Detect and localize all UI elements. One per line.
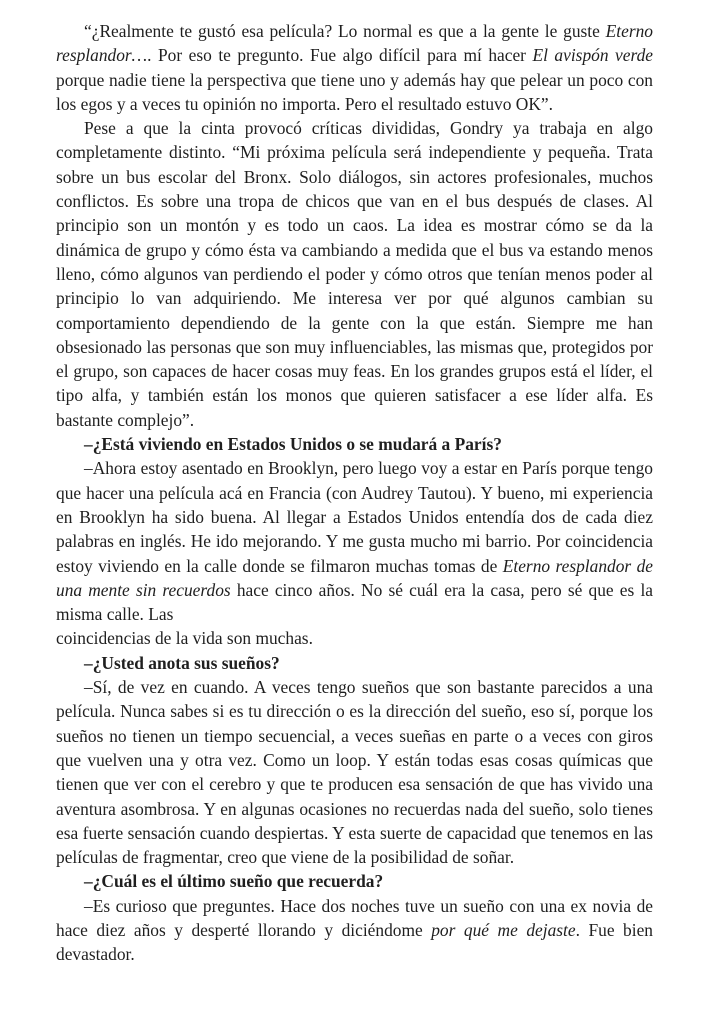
interview-answer-living-continuation (56, 626, 653, 650)
text-segment-normal: “¿Realmente te gustó esa película? Lo normal es que a la gente le guste (84, 21, 606, 41)
interview-question-dreams (56, 651, 653, 675)
text-segment-normal: . Por eso te pregunto. Fue algo difícil para mí hacer (147, 45, 533, 66)
text-segment-normal: . Fue bien devastador. (56, 919, 653, 965)
interview-answer-dreams (56, 675, 653, 869)
text-segment-italic: Eterno resplandor… (56, 21, 653, 66)
interview-answer-last-dream (56, 894, 653, 967)
text-segment-normal: –Es curioso que preguntes. Hace dos noches tuve un sueño con una ex novia de hace diez años y desperté llorando y diciéndome (56, 895, 653, 940)
text-segment-italic: por qué me dejaste (431, 919, 576, 940)
text-segment-normal: Pese a que la cinta provocó críticas divididas, Gondry ya trabaja en algo completamente distinto. “Mi próxima película será independiente y pequeña. Trata sobre un bus escolar del Bronx. Solo diálogos, sin actores profesionales, muchos conflictos. Es sobre una tropa de chicos que van en el bus después de clases. Al principio son un montón y es todo un caos. La idea es mostrar cómo se da la dinámica de grupo y cómo ésta va cambiando a medida que el bus va estando menos lleno, cómo algunos van perdiendo el poder y cómo otros que tenían menos poder al principio lo van adquiriendo. Me interesa ver por qué algunos cambian su comportamiento dependiendo de la gente con la que están. Siempre me han obsesionado las personas que son muy influenciables, las mismas que, protegidos por el grupo, son capaces de hacer cosas muy feas. En los grandes grupos está el líder, el tipo alfa, y también están los monos que quieren satisfacer a ese líder alfa. Es bastante complejo”. (56, 118, 653, 430)
text-segment-italic: Eterno resplandor de una mente sin recuerdos (56, 555, 653, 600)
text-segment-italic: El avispón verde (532, 45, 653, 66)
text-segment-normal: –Sí, de vez en cuando. A veces tengo sueños que son bastante parecidos a una película. Nunca sabes si es tu dirección o es la dirección del sueño, eso sí, porque los sueños no tienen un tiempo secuencial, a veces sueñas en parte o a veces con giros que vuelven una y otra vez. Como un loop. Y están todas esas cosas químicas que tienen que ver con el cerebro y que te producen esa sensación de que has vivido una aventura asombrosa. Y en algunas ocasiones no recuerdas nada del sueño, solo tienes esa fuerte sensación cuando despiertas. Y esta suerte de capacidad que tenemos en las películas de fragmentar, creo que viene de la posibilidad de soñar. (56, 677, 653, 868)
interview-question-living (56, 432, 653, 456)
interview-question-last-dream (56, 869, 653, 893)
text-segment-normal: –Ahora estoy asentado en Brooklyn, pero luego voy a estar en París porque tengo que hacer una película acá en Francia (con Audrey Tautou). Y bueno, mi experiencia en Brooklyn ha sido buena. Al llegar a Estados Unidos entendía dos de cada diez palabras en inglés. He ido mejorando. Y me gusta mucho mi barrio. Por coincidencia estoy viviendo en la calle donde se filmaron muchas tomas de (56, 458, 653, 576)
text-segment-normal: coincidencias de la vida son muchas. (56, 628, 313, 649)
text-column (56, 19, 653, 967)
text-segment-bold: –¿Cuál es el último sueño que recuerda? (84, 871, 384, 892)
text-segment-bold: –¿Está viviendo en Estados Unidos o se mudará a París? (84, 434, 502, 455)
text-segment-bold: –¿Usted anota sus sueños? (84, 652, 280, 673)
narration-paragraph-next-project (56, 116, 653, 432)
text-segment-normal: hace cinco años. No sé cuál era la casa, pero sé que es la misma calle. Las (56, 579, 653, 625)
text-segment-normal: porque nadie tiene la perspectiva que tiene uno y además hay que pelear un poco con los egos y a veces tu opinión no importa. Pero el resultado estuvo OK”. (56, 69, 653, 114)
interview-answer-living (56, 456, 653, 626)
quote-paragraph-gondry (56, 19, 653, 116)
